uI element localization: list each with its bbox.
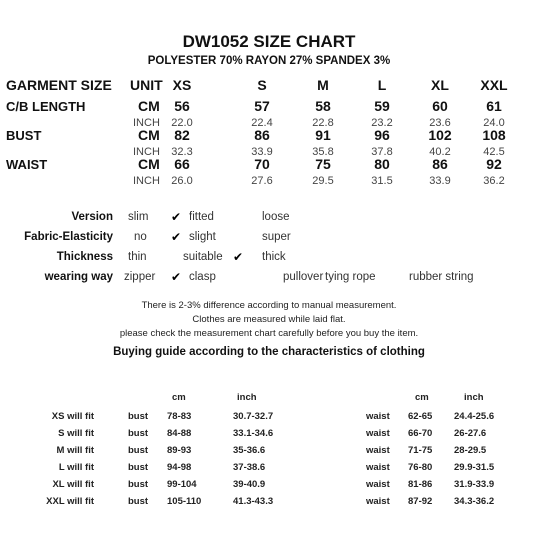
guide-fit-label: XXL will fit	[46, 496, 94, 507]
guide-waist-inch-header: inch	[464, 392, 484, 403]
buying-guide-title: Buying guide according to the characteristics of clothing	[113, 346, 425, 358]
guide-bust-label: bust	[128, 462, 149, 473]
cell-bust-cm: 102	[428, 127, 452, 143]
option-tying-rope: tying rope	[325, 271, 376, 283]
attr-label-fabric-elasticity: Fabric-Elasticity	[24, 231, 113, 243]
option-super: super	[262, 231, 291, 243]
guide-waist-cm: 81-86	[408, 479, 433, 490]
guide-waist-label: waist	[366, 479, 390, 490]
note-check-chart: please check the measurement chart carefully before you buy the item.	[119, 328, 419, 339]
guide-fit-label: L will fit	[58, 462, 94, 473]
guide-bust-cm: 84-88	[167, 428, 192, 439]
guide-waist-cm: 87-92	[408, 496, 433, 507]
unit-inch-waist: INCH	[133, 175, 160, 187]
option-fitted: fitted	[189, 211, 214, 223]
guide-waist-cm: 71-75	[408, 445, 433, 456]
guide-bust-cm: 99-104	[167, 479, 197, 490]
cell-waist-inch: 36.2	[483, 175, 505, 187]
guide-waist-inch: 24.4-25.6	[454, 411, 495, 422]
option-loose: loose	[262, 211, 290, 223]
cell-c-b-length-cm: 56	[174, 98, 190, 114]
guide-waist-inch: 28-29.5	[454, 445, 487, 456]
unit-header: UNIT	[130, 77, 163, 93]
fabric-composition: POLYESTER 70% RAYON 27% SPANDEX 3%	[147, 55, 391, 67]
option-thin: thin	[128, 251, 147, 263]
unit-inch-c-b-length: INCH	[133, 117, 160, 129]
check-icon: ✔	[171, 270, 182, 284]
unit-inch-bust: INCH	[133, 146, 160, 158]
cell-bust-inch: 35.8	[312, 146, 334, 158]
guide-waist-label: waist	[366, 428, 390, 439]
note-laid-flat: Clothes are measured while laid flat.	[192, 314, 346, 325]
cell-c-b-length-cm: 58	[315, 98, 331, 114]
option-no: no	[134, 231, 147, 243]
garment-size-header: GARMENT SIZE	[6, 77, 112, 93]
cell-c-b-length-cm: 60	[432, 98, 448, 114]
cell-waist-inch: 31.5	[371, 175, 393, 187]
size-header-l: L	[377, 77, 387, 93]
guide-bust-label: bust	[128, 428, 149, 439]
guide-fit-label: M will fit	[56, 445, 94, 456]
attr-label-version: Version	[71, 211, 113, 223]
option-slight: slight	[189, 231, 216, 243]
guide-bust-label: bust	[128, 479, 149, 490]
cell-bust-cm: 82	[174, 127, 190, 143]
cell-waist-cm: 80	[374, 156, 390, 172]
guide-waist-inch: 34.3-36.2	[454, 496, 495, 507]
cell-waist-inch: 27.6	[251, 175, 273, 187]
guide-bust-label: bust	[128, 445, 149, 456]
guide-bust-inch: 30.7-32.7	[233, 411, 274, 422]
size-header-xl: XL	[431, 77, 449, 93]
cell-c-b-length-inch: 23.2	[371, 117, 393, 129]
unit-cm-c-b-length: CM	[138, 98, 160, 114]
option-zipper: zipper	[124, 271, 156, 283]
guide-bust-cm: 105-110	[167, 496, 202, 507]
cell-waist-cm: 86	[432, 156, 448, 172]
cell-bust-cm: 86	[254, 127, 270, 143]
guide-fit-label: XS will fit	[51, 411, 94, 422]
cell-c-b-length-inch: 23.6	[429, 117, 451, 129]
guide-waist-inch: 26-27.6	[454, 428, 487, 439]
cell-bust-inch: 42.5	[483, 146, 505, 158]
page-title: DW1052 SIZE CHART	[182, 32, 356, 51]
cell-c-b-length-cm: 57	[254, 98, 270, 114]
guide-waist-label: waist	[366, 496, 390, 507]
cell-c-b-length-inch: 24.0	[483, 117, 505, 129]
guide-bust-label: bust	[128, 411, 149, 422]
cell-waist-cm: 75	[315, 156, 331, 172]
guide-waist-inch: 29.9-31.5	[454, 462, 495, 473]
note-measurement-diff: There is 2-3% difference according to manual measurement.	[141, 300, 397, 311]
guide-bust-inch: 35-36.6	[233, 445, 266, 456]
size-header-xs: XS	[172, 77, 192, 93]
attr-label-wearing-way: wearing way	[44, 271, 113, 283]
cell-bust-inch: 33.9	[251, 146, 273, 158]
guide-bust-inch: 39-40.9	[233, 479, 266, 490]
guide-fit-label: XL will fit	[52, 479, 94, 490]
cell-c-b-length-cm: 61	[486, 98, 502, 114]
cell-bust-cm: 108	[482, 127, 506, 143]
guide-waist-inch: 31.9-33.9	[454, 479, 495, 490]
cell-waist-cm: 92	[486, 156, 502, 172]
guide-waist-label: waist	[366, 411, 390, 422]
unit-cm-bust: CM	[138, 127, 160, 143]
option-thick: thick	[262, 251, 286, 263]
cell-waist-inch: 29.5	[312, 175, 334, 187]
cell-waist-inch: 26.0	[171, 175, 193, 187]
guide-waist-cm: 62-65	[408, 411, 433, 422]
guide-bust-cm-header: cm	[172, 392, 186, 403]
cell-waist-inch: 33.9	[429, 175, 451, 187]
check-icon: ✔	[171, 210, 182, 224]
guide-bust-cm: 94-98	[167, 462, 192, 473]
guide-bust-inch: 37-38.6	[233, 462, 266, 473]
cell-c-b-length-inch: 22.8	[312, 117, 334, 129]
guide-waist-label: waist	[366, 462, 390, 473]
unit-cm-waist: CM	[138, 156, 160, 172]
guide-bust-cm: 78-83	[167, 411, 192, 422]
option-rubber-string: rubber string	[409, 271, 474, 283]
cell-c-b-length-inch: 22.4	[251, 117, 273, 129]
option-clasp: clasp	[189, 271, 216, 283]
size-header-xxl: XXL	[480, 77, 508, 93]
cell-c-b-length-cm: 59	[374, 98, 390, 114]
guide-bust-inch: 41.3-43.3	[233, 496, 274, 507]
check-icon: ✔	[233, 250, 244, 264]
cell-bust-cm: 91	[315, 127, 331, 143]
option-pullover: pullover	[283, 271, 324, 283]
cell-bust-inch: 37.8	[371, 146, 393, 158]
attr-label-thickness: Thickness	[56, 251, 113, 263]
guide-bust-cm: 89-93	[167, 445, 192, 456]
option-slim: slim	[128, 211, 149, 223]
guide-bust-inch-header: inch	[237, 392, 257, 403]
cell-waist-cm: 70	[254, 156, 270, 172]
size-header-s: S	[257, 77, 267, 93]
row-label-c-b-length: C/B LENGTH	[6, 99, 86, 114]
guide-waist-label: waist	[366, 445, 390, 456]
guide-waist-cm: 76-80	[408, 462, 433, 473]
guide-fit-label: S will fit	[58, 428, 94, 439]
guide-waist-cm-header: cm	[415, 392, 429, 403]
guide-bust-label: bust	[128, 496, 149, 507]
check-icon: ✔	[171, 230, 182, 244]
row-label-waist: WAIST	[6, 157, 48, 172]
cell-c-b-length-inch: 22.0	[171, 117, 193, 129]
guide-bust-inch: 33.1-34.6	[233, 428, 274, 439]
size-header-m: M	[317, 77, 329, 93]
row-label-bust: BUST	[6, 128, 42, 143]
cell-waist-cm: 66	[174, 156, 190, 172]
cell-bust-inch: 40.2	[429, 146, 451, 158]
cell-bust-cm: 96	[374, 127, 390, 143]
guide-waist-cm: 66-70	[408, 428, 433, 439]
cell-bust-inch: 32.3	[171, 146, 193, 158]
option-suitable: suitable	[183, 251, 223, 263]
